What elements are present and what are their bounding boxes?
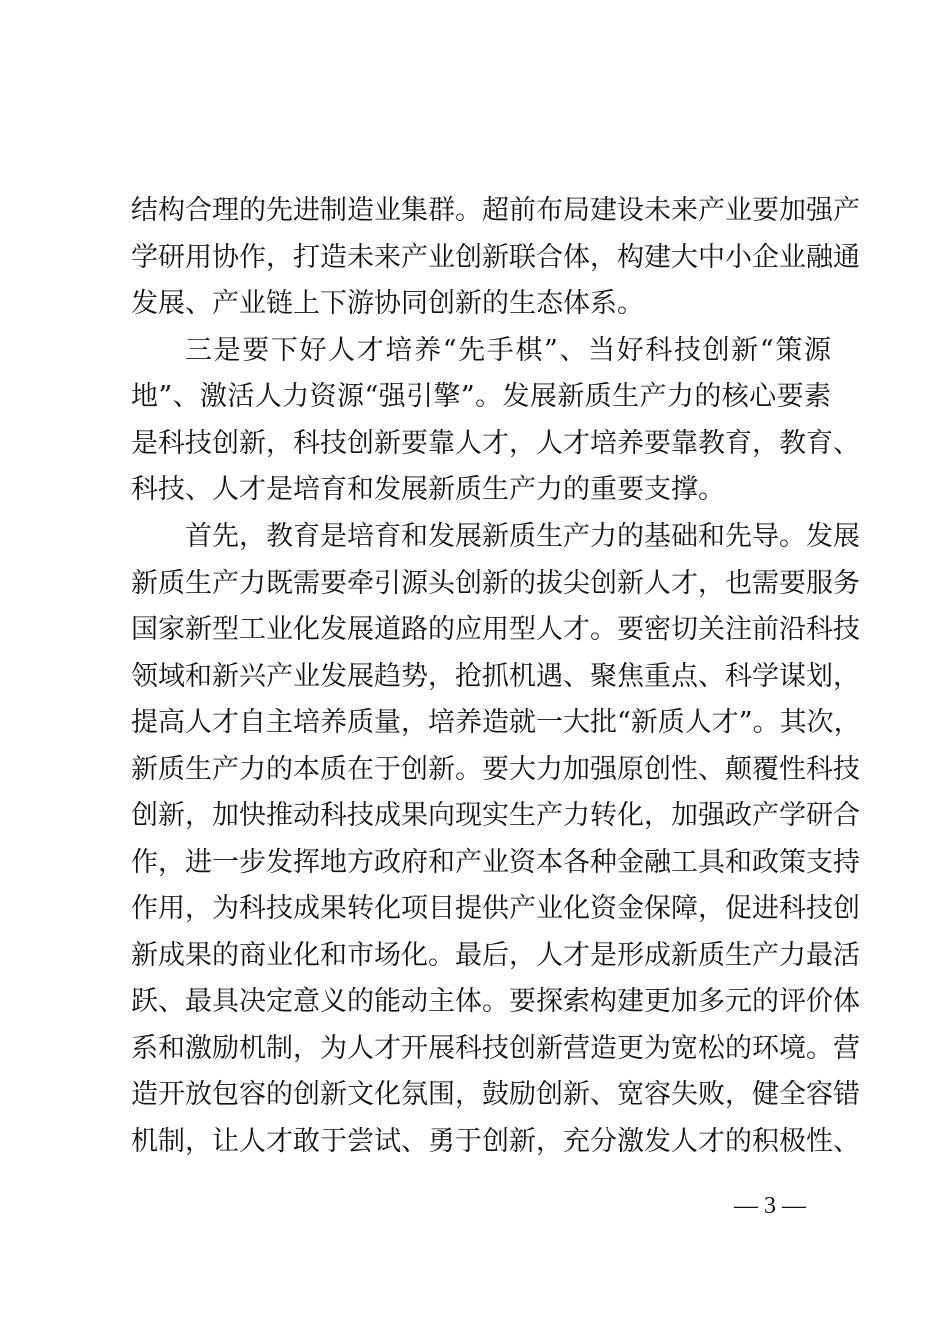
text-line: 创新，加快推动科技成果向现实生产力转化，加强政产学研合 (131, 800, 860, 831)
text-line: 提高人才自主培养质量，培养造就一大批“新质人才”。其次， (131, 707, 861, 738)
text-line: 机制，让人才敢于尝试、勇于创新，充分激发人才的积极性、 (131, 1126, 860, 1157)
paragraph-first-line: 首先，教育是培育和发展新质生产力的基础和先导。发展 (185, 521, 860, 552)
text-line: 跃、最具决定意义的能动主体。要探索构建更加多元的评价体 (131, 986, 860, 1017)
text-line: 是科技创新，科技创新要靠人才，人才培养要靠教育，教育、 (131, 428, 860, 459)
page-number: — 3 — (734, 1193, 806, 1219)
text-line: 作，进一步发挥地方政府和产业资本各种金融工具和政策支持 (131, 847, 860, 878)
paragraph-first-line: 三是要下好人才培养“先手棋”、当好科技创新“策源 (185, 335, 831, 366)
text-line: 国家新型工业化发展道路的应用型人才。要密切关注前沿科技 (131, 614, 860, 645)
text-line: 系和激励机制，为人才开展科技创新营造更为宽松的环境。营 (131, 1033, 860, 1064)
text-line: 新质生产力的本质在于创新。要大力加强原创性、颠覆性科技 (131, 754, 860, 785)
text-line: 新质生产力既需要牵引源头创新的拔尖创新人才，也需要服务 (131, 568, 860, 599)
text-line: 领域和新兴产业发展趋势，抢抓机遇、聚焦重点、科学谋划， (131, 661, 860, 692)
text-line: 新成果的商业化和市场化。最后，人才是形成新质生产力最活 (131, 940, 860, 971)
text-line: 学研用协作，打造未来产业创新联合体，构建大中小企业融通 (131, 242, 860, 273)
text-line: 发展、产业链上下游协同创新的生态体系。 (131, 288, 644, 319)
text-line: 科技、人才是培育和发展新质生产力的重要支撑。 (131, 474, 725, 505)
text-line: 造开放包容的创新文化氛围，鼓励创新、宽容失败，健全容错 (131, 1079, 860, 1110)
text-line: 结构合理的先进制造业集群。超前布局建设未来产业要加强产 (131, 195, 860, 226)
text-line: 地”、激活人力资源“强引擎”。发展新质生产力的核心要素 (131, 381, 831, 412)
text-line: 作用，为科技成果转化项目提供产业化资金保障，促进科技创 (131, 893, 860, 924)
